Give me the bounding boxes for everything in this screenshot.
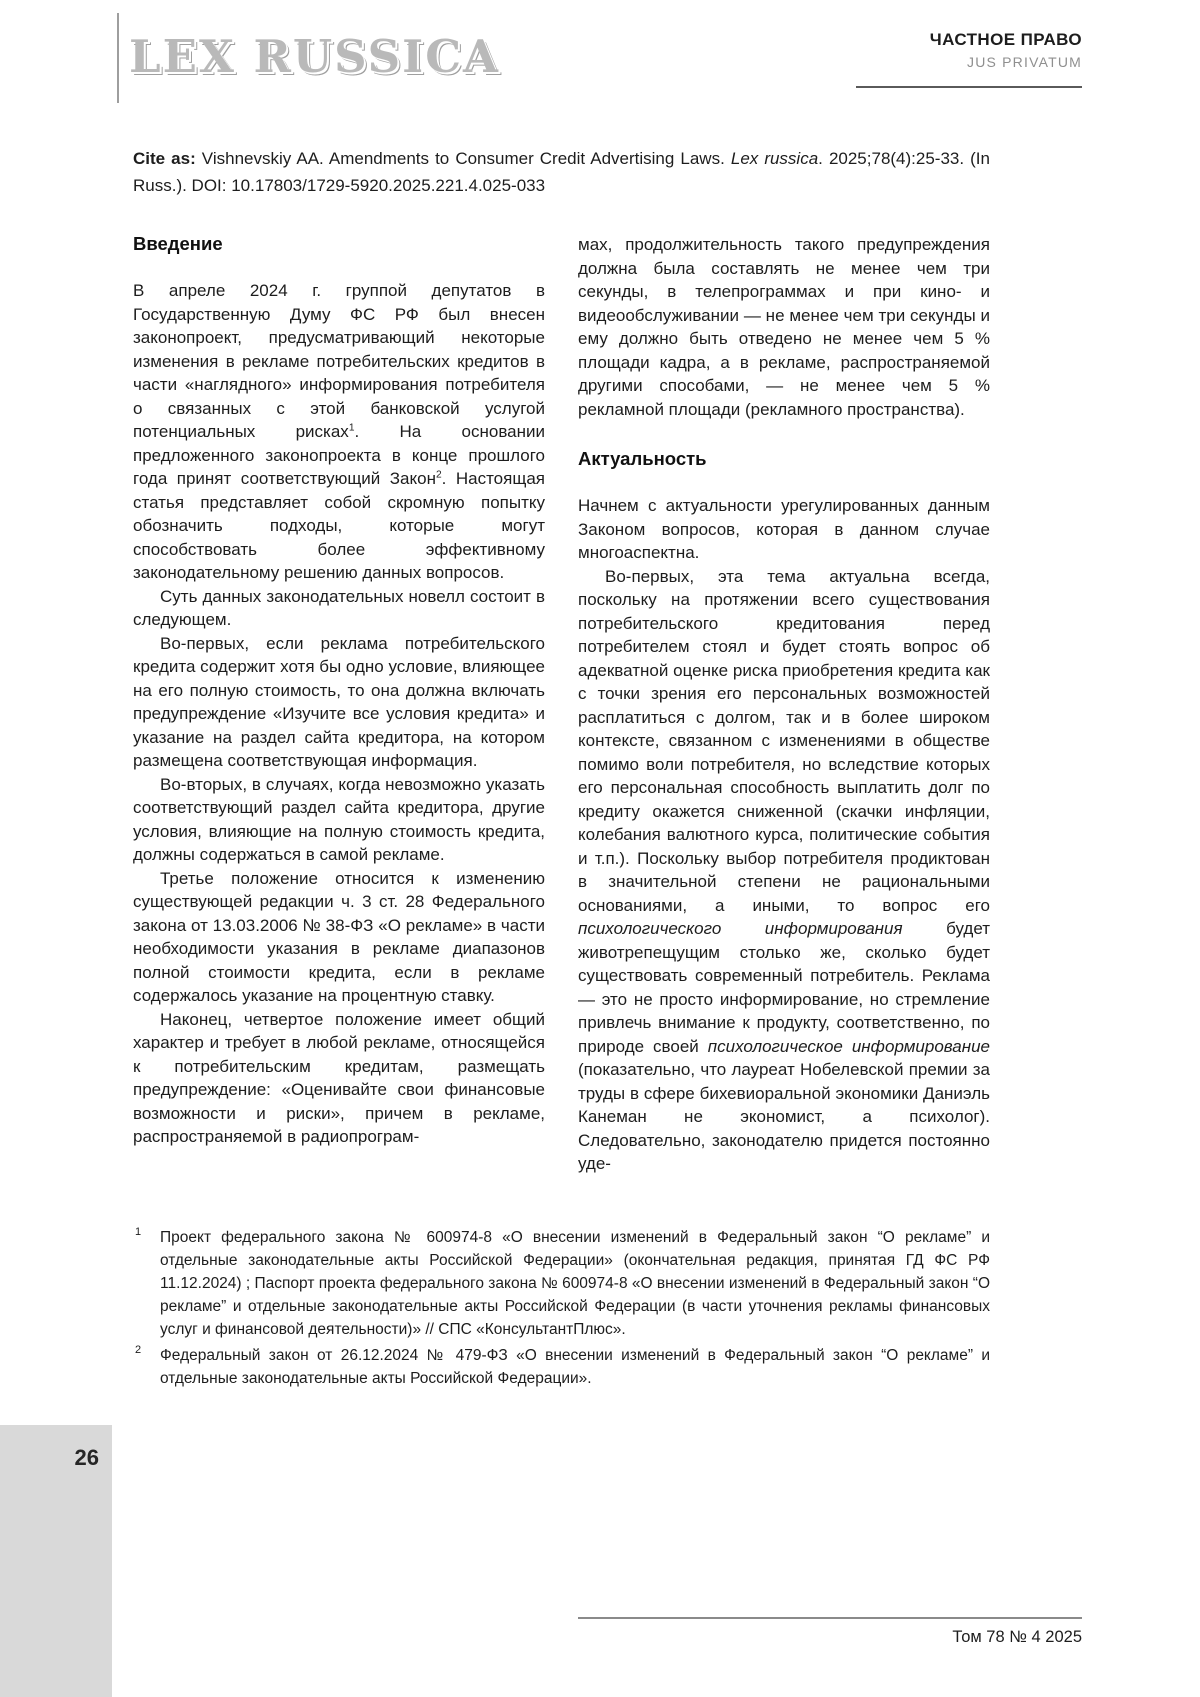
text-run: Наконец, четвертое положение имеет общий характер и требует в любой рекламе, относящейся к потребительским кредитам, размещать предупреждение: «Оценивайте свои финансовые возможности и риски», причем в рекламе, распространяемой в радиопрограм- — [133, 1009, 545, 1146]
body-paragraph — [578, 233, 990, 421]
footnote — [133, 1344, 990, 1390]
citation-block — [133, 146, 990, 199]
text-run: . Настоящая статья представляет собой скромную попытку обозначить подходы, которые могут способствовать более эффективному законодательному решению данных вопросов. — [133, 469, 545, 582]
body-paragraph — [578, 565, 990, 1176]
section-heading: Актуальность — [578, 448, 707, 469]
left-column — [133, 233, 545, 1176]
emphasized-text: психологическое информирование — [707, 1036, 990, 1056]
footnote-reference: 1 — [348, 422, 355, 434]
header-rule — [856, 86, 1082, 88]
rubric-russian-label: ЧАСТНОЕ ПРАВО — [929, 30, 1082, 49]
text-run: Во-первых, эта тема актуальна всегда, поскольку на протяжении всего существования потребительского кредитования перед потребителем стоял и будет стоять вопрос об адекватной оценке риска приобретения кредита как с точки зрения его персональных возможностей расплатиться с долгом, так и в более широком контексте, связанном с изменениями в обществе помимо воли потребителя, но вследствие которых его персональная способность выплатить долг по кредиту окажется сниженной (скачки инфляции, колебания валютного курса, политические события и т.п.). Поскольку выбор потребителя продиктован в значительной степени не рациональными основаниями, а иными, то вопрос его — [578, 566, 990, 915]
citation-label: Cite as: — [133, 149, 196, 168]
text-run: будет животрепещущим столько же, сколько будет существовать современный потребитель. Реклама — это не просто информирование, но стремление привлечь внимание к продукту, соответственно, по природе своей — [578, 919, 990, 1056]
body-paragraph — [133, 867, 545, 1008]
footnote-number: 1 — [135, 1226, 142, 1238]
emphasized-text: психологического информирования — [578, 919, 903, 938]
footnote-text: Федеральный закон от 26.12.2024 № 479-ФЗ «О внесении изменений в Федеральный закон “О рекламе” и отдельные законодательные акты Российской Федерации». — [160, 1347, 990, 1387]
section-rubric — [930, 30, 1082, 70]
volume-issue-label: Том 78 № 4 2025 — [952, 1628, 1082, 1646]
text-run: Во-первых, если реклама потребительского кредита содержит хотя бы одно условие, влияющее на его полную стоимость, то она должна включать предупреждение «Изучите все условия кредита» и указание на раздел сайта кредитора, на котором размещена соответствующая информация. — [133, 633, 546, 770]
footer-rule — [578, 1617, 1082, 1619]
page-number: 26 — [74, 1445, 99, 1470]
text-run: Начнем с актуальности урегулированных данным Законом вопросов, которая в данном случае многоаспектна. — [578, 496, 990, 562]
footnote-text: Проект федерального закона № 600974-8 «О внесении изменений в Федеральный закон “О рекламе” и отдельные законодательные акты Российской Федерации» (окончательная редакция, принятая ГД ФС РФ 11.12.2024) ; Паспорт проекта федерального закона № 600974-8 «О внесении изменений в Федеральный закон “О рекламе” и отдельные законодательные акты Российской Федерации (в части уточнения рекламы финансовых услуг и финансовой деятельности)» // СПС «КонсультантПлюс». — [160, 1229, 990, 1338]
body-paragraph — [133, 279, 545, 585]
body-paragraph — [133, 585, 545, 632]
page-number-strip — [0, 1425, 112, 1697]
journal-logo: LEX RUSSICA — [129, 30, 500, 83]
footnote-reference: 2 — [435, 469, 442, 481]
text-run: (показательно, что лауреат Нобелевской премии за труды в сфере бихевиоральной экономики Даниэль Канеман не экономист, а психолог). Следовательно, законодателю придется постоянно уде- — [578, 1060, 990, 1173]
section-heading: Введение — [133, 233, 223, 254]
logo-divider-line — [117, 13, 119, 103]
footnote-number: 2 — [135, 1344, 142, 1356]
text-run: . На основании предложенного законопроекта в конце прошлого года принят соответствующий Закон — [133, 422, 545, 488]
body-paragraph — [133, 773, 545, 867]
citation-tail: . 2025;78(4):25-33. (In Russ.). DOI: 10.17803/1729-5920.2025.221.4.025-033 — [133, 149, 990, 195]
body-paragraph — [133, 1008, 545, 1149]
footnote — [133, 1226, 990, 1341]
text-run: Суть данных законодательных новелл состоит в следующем. — [133, 586, 545, 629]
text-run: Во-вторых, в случаях, когда невозможно указать соответствующий раздел сайта кредитора, другие условия, влияющие на полную стоимость кредита, должны содержаться в самой рекламе. — [133, 774, 545, 864]
footnotes-block — [133, 1226, 990, 1393]
citation-text: Vishnevskiy AA. Amendments to Consumer Credit Advertising Laws. — [195, 149, 731, 168]
text-run: мах, продолжительность такого предупреждения должна была составлять не менее чем три секунды, в телепрограммах и при кино- и видеообслуживании — не менее чем три секунды и ему должно быть отведено не менее чем 5 % площади кадра, а в рекламе, распространяемой другими способами, — не менее чем 5 % рекламной площади (рекламного пространства). — [578, 235, 990, 419]
article-body — [133, 233, 990, 1176]
citation-journal-name: Lex russica — [730, 149, 819, 168]
right-column — [578, 233, 990, 1176]
body-paragraph — [578, 494, 990, 565]
text-run: В апреле 2024 г. группой депутатов в Государственную Думу ФС РФ был внесен законопроект, предусматривающий некоторые изменения в рекламе потребительских кредитов в части «наглядного» информирования потребителя о связанных с этой банковской услугой потенциальных рисках — [133, 281, 545, 441]
text-run: Третье положение относится к изменению существующей редакции ч. 3 ст. 28 Федерального закона от 13.03.2006 № 38-ФЗ «О рекламе» в части необходимости указания в рекламе диапазонов полной стоимости кредита, если в рекламе содержалось указание на процентную ставку. — [133, 868, 545, 1005]
body-paragraph — [133, 632, 545, 773]
rubric-latin-label: JUS PRIVATUM — [967, 54, 1082, 70]
